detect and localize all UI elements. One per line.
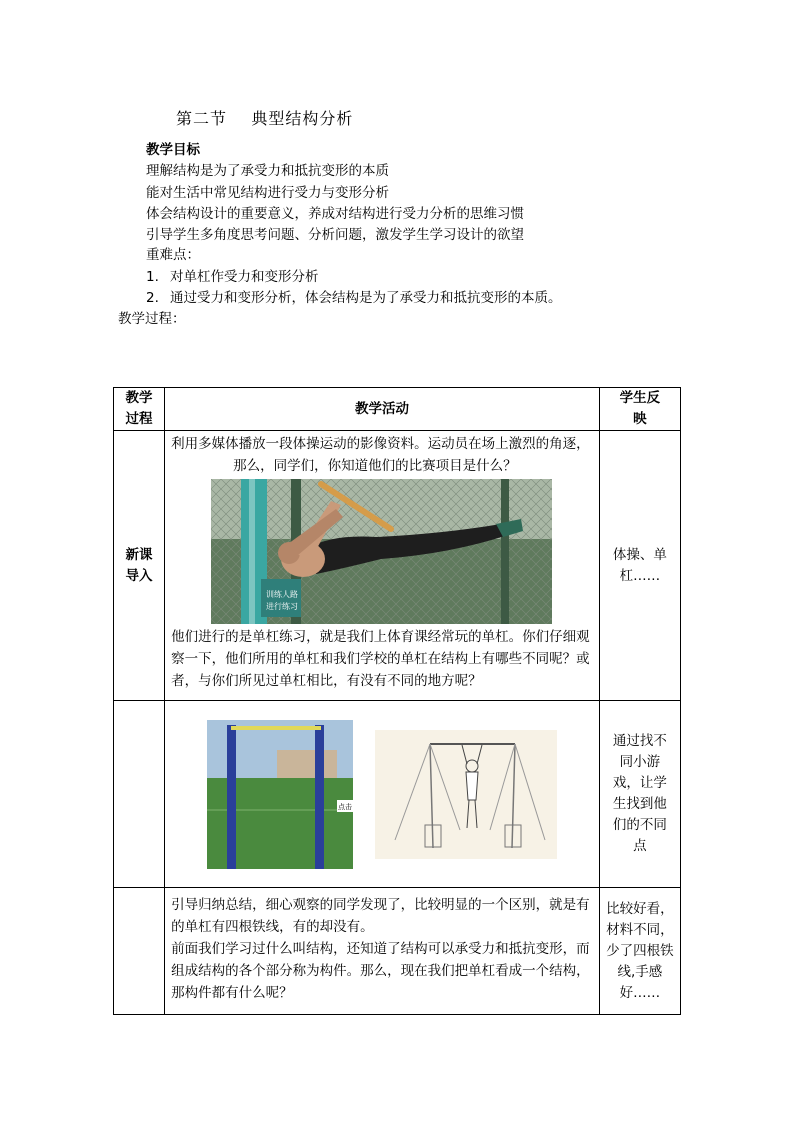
summary-text: 引导归纳总结，细心观察的同学发现了，比较明显的一个区别，就是有的单杠有四根铁线，有的却没有。 xyxy=(171,897,590,935)
header-activity: 教学活动 xyxy=(165,388,600,431)
key-point-text: 通过受力和变形分析，体会结构是为了承受力和抵抗变形的本质。 xyxy=(170,290,562,306)
objectives-heading: 教学目标 xyxy=(146,142,200,158)
table-header-row xyxy=(114,388,681,431)
table-row xyxy=(114,701,681,888)
school-bar-photo xyxy=(207,720,353,869)
stage-cell: 新课导入 xyxy=(114,431,165,701)
objective-item: 理解结构是为了承受力和抵抗变形的本质 xyxy=(146,163,389,179)
key-point-number: 2. xyxy=(146,290,159,306)
intro-question: 那么，同学们，你知道他们的比赛项目是什么？ xyxy=(233,458,517,474)
header-reaction: 学生反映 xyxy=(599,388,680,431)
component-question-text: 前面我们学习过什么叫结构，还知道了结构可以承受力和抵抗变形，而组成结构的各个部分称为构件。那么，现在我们把单杠看成一个结构，那构件都有什么呢？ xyxy=(171,941,590,1001)
activity-cell xyxy=(165,431,600,701)
activity-cell xyxy=(165,888,600,1015)
objective-item: 引导学生多角度思考问题、分析问题，激发学生学习设计的欲望 xyxy=(146,227,524,243)
header-stage: 教学过程 xyxy=(114,388,165,431)
page-title: 第二节 典型结构分析 xyxy=(176,109,354,128)
gymnast-photo xyxy=(211,479,552,624)
stage-cell-empty xyxy=(114,888,165,1015)
photo-sign-line2: 进行练习 xyxy=(266,602,299,611)
stage-cell-empty xyxy=(114,701,165,888)
reaction-cell: 比较好看，材料不同，少了四根铁线,手感好…… xyxy=(599,888,680,1015)
objective-item: 能对生活中常见结构进行受力与变形分析 xyxy=(146,185,389,201)
activity-cell xyxy=(165,701,600,888)
key-points-label: 重难点： xyxy=(146,247,200,263)
process-label: 教学过程： xyxy=(118,311,186,327)
key-point-number: 1. xyxy=(146,269,159,285)
key-point-1 xyxy=(146,265,319,285)
table-row xyxy=(114,431,681,701)
reaction-cell: 通过找不同小游戏，让学生找到他们的不同点 xyxy=(599,701,680,888)
objective-item: 体会结构设计的重要意义，养成对结构进行受力分析的思维习惯 xyxy=(146,206,524,222)
reaction-cell: 体操、单杠…… xyxy=(599,431,680,701)
lesson-table xyxy=(113,387,681,1015)
question-text: 他们进行的是单杠练习，就是我们上体育课经常玩的单杠。你们仔细观察一下，他们所用的单杠和我们学校的单杠在结构上有哪些不同呢？或者，与你们所见过单杠相比，有没有不同的地方呢？ xyxy=(171,629,590,689)
photo-sign-line1: 训练人路 xyxy=(266,590,299,599)
key-point-2 xyxy=(146,286,562,306)
intro-text: 利用多媒体播放一段体操运动的影像资料。运动员在场上激烈的角逐， xyxy=(171,436,590,452)
table-row xyxy=(114,888,681,1015)
gymnast-sketch xyxy=(375,730,557,859)
photo-sign: 点击 xyxy=(338,802,353,811)
key-point-text: 对单杠作受力和变形分析 xyxy=(170,269,319,285)
